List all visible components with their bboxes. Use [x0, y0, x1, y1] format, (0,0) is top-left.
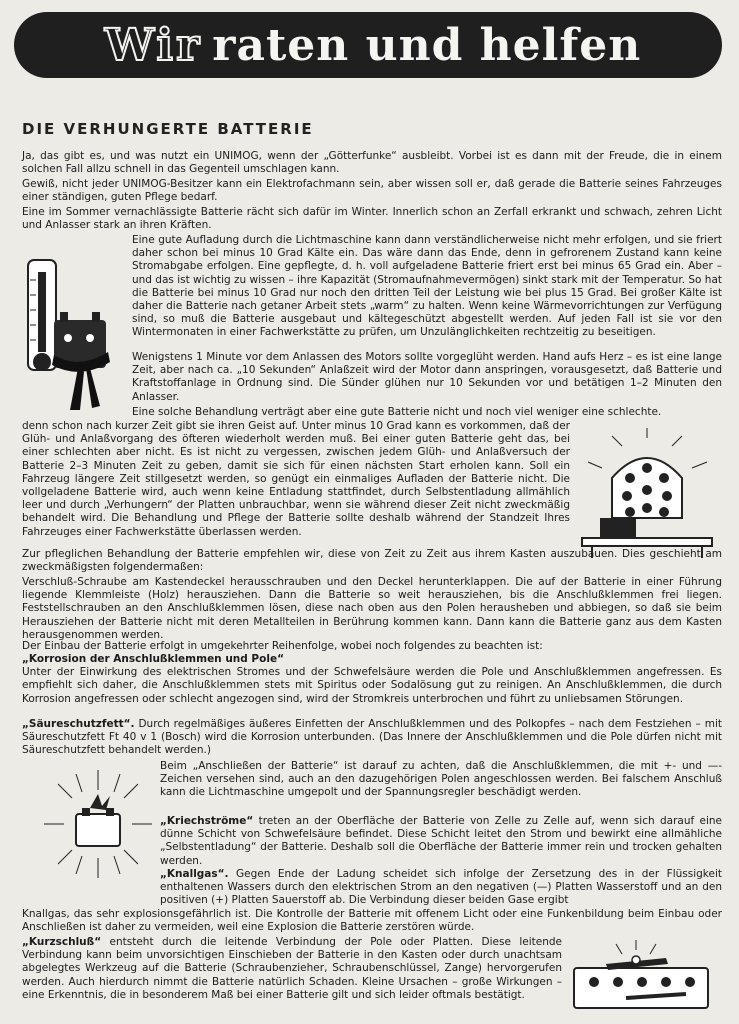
banner [14, 12, 722, 78]
section-creep-current-title: „Kriechströme“ [160, 815, 254, 827]
section-creep-current [160, 815, 722, 868]
paragraph-winter-body: Eine gute Aufladung durch die Lichtmaschine kann dann verständlicherweise nicht mehr erfolgen, und sie friert daher schon bei minus 10 Grad Kälte ein. Das wäre dann das Ende, denn in gefrorenem Zustand kann keine Stromabgabe erfolgen. Eine gepflegte, d. h. voll aufgeladene Batterie friert erst bei minus 65 Grad ein. Aber – und das ist wichtig zu wissen – ihre Kapazität (Stromaufnahmevermögen) sinkt stark mit der Temperatur. So hat die Batterie bei minus 10 Grad nur noch den dritten Teil der Leistung wie bei plus 15 Grad. Bei großer Kälte ist daher die Batterie nach getaner Arbeit stets „warm“ zu halten. Wenn keine Wärmevorrichtungen zur Verfügung sind, so muß die Batterie ausgebaut und kältegeschützt abgestellt werden. Auf jeden Fall ist sie vor den Wintermonaten in einer Fachwerkstätte zu prüfen, um Unzulänglichkeiten rechtzeitig zu beseitigen. [132, 234, 722, 339]
section-oxyhydrogen-cont: Knallgas, das sehr explosionsgefährlich ist. Die Kontrolle der Batterie mit offenem Licht oder eine Funkenbildung beim Einbau oder Anschließen ist daher zu vermeiden, weil eine Explosion die Batterie zerstören würde. [22, 908, 722, 934]
paragraph-winter-lead: Eine im Sommer vernachlässigte Batterie rächt sich dafür im Winter. Innerlich schon an Zerfall erkrankt und schwach, zehren Licht und Anlasser stark an ihren Kräften. [22, 206, 722, 232]
paragraph-removal-steps: Verschluß-Schraube am Kastendeckel herausschrauben und den Deckel herunterklappen. Die auf der Batterie in einer Führung liegende Klemmleiste (Holz) herausziehen. Dann die Batterie so weit herausziehen, bis die Anschlußklemmen frei liegen. Feststellschrauben an den Anschlußklemmen lösen, diese nach oben aus den Polen herausheben und abbiegen, so daß sie beim Herausziehen der Batterie nicht mit deren Metallteilen in Berührung kommen kann. Dann kann die Batterie ganz aus dem Kasten herausgenommen werden. [22, 576, 722, 641]
paragraph-treatment-lead: Eine solche Behandlung verträgt aber eine gute Batterie nicht und noch viel weniger eine schlechte. [132, 406, 662, 418]
article-heading: DIE VERHUNGERTE BATTERIE [22, 120, 314, 138]
section-corrosion-title: „Korrosion der Anschlußklemmen und Pole“ [22, 653, 284, 665]
section-connection: Beim „Anschließen der Batterie“ ist darauf zu achten, daß die Anschlußklemmen, die mit +- und —-Zeichen versehen sind, auch an den dazugehörigen Polen angeschlossen werden. Bei falschem Anschluß kann die Lichtmaschine umgepolt und der Spannungsregler beschädigt werden. [160, 760, 722, 799]
section-acid-grease [22, 718, 722, 758]
section-acid-grease-title: „Säureschutzfett“. [22, 718, 135, 730]
thermometer-battery-illustration [18, 250, 128, 420]
section-corrosion-body: Unter der Einwirkung des elektrischen Stromes und der Schwefelsäure werden die Pole und Anschlußklemmen angefressen. Es empfiehlt sich daher, die Anschlußklemmen stets mit Spiritus oder Sodalösung gut zu reinigen. An Anschlußklemmen, die durch Korrosion angefressen oder schlecht angezogen sind, wird der Stromkreis unterbrochen und führt zu unliebsamen Störungen. [22, 666, 722, 705]
section-acid-grease-body: Durch regelmäßiges äußeres Einfetten der Anschlußklemmen und des Polkopfes – nach dem Festziehen – mit Säureschutzfett Ft 40 v 1 (Bosch) wird die Korrosion unterbunden. (Das Innere der Anschlußklemmen und die Pole dürfen nicht mit Säureschutzfett behandelt werden.) [22, 718, 722, 757]
explosion-battery-illustration [42, 768, 154, 880]
section-corrosion [22, 653, 722, 706]
paragraph-removal-intro: Zur pfleglichen Behandlung der Batterie empfehlen wir, diese von Zeit zu Zeit aus ihrem Kasten auszubauen. Dies geschieht am zweckmäßigsten folgendermaßen: [22, 548, 722, 574]
section-oxyhydrogen-title: „Knallgas“. [160, 868, 229, 880]
section-short-circuit-title: „Kurzschluß“ [22, 936, 102, 948]
paragraph-treatment-body: denn schon nach kurzer Zeit gibt sie ihren Geist auf. Unter minus 10 Grad kann es vorkommen, daß der Glüh- und Anlaßvorgang des öfteren wiederholt werden muß. Bei einer guten Batterie geht das, bei einer schlechten aber nicht. Es ist nicht zu vergessen, zwischen jedem Glüh- und Anlaßversuch der Batterie 2–3 Minuten Zeit zu geben, damit sie sich für einen nächsten Start erholen kann. Soll ein Fahrzeug längere Zeit stillgesetzt werden, so genügt ein einmaliges Aufladen der Batterie nicht. Die vollgeladene Batterie wird, auch wenn keine Entladung stattfindet, durch Selbstentladung allmählich leer und durch „Verhungern“ der Platten unbrauchbar, wenn sie während dieser Zeit nicht zweckmäßig behandelt wird. Die Behandlung und Pflege der Batterie sollte deshalb während der Standzeit Ihres Fahrzeuges einer Fachwerkstätte überlassen werden. [22, 420, 570, 538]
section-creep-current-body: treten an der Oberfläche der Batterie von Zelle zu Zelle auf, wenn sich darauf eine dünne Schicht von Schwefelsäure befindet. Diese Schicht leitet den Strom und bewirkt eine allmähliche „Selbstentladung“ der Batterie. Deshalb soll die Oberfläche der Batterie immer rein und trocken gehalten werden. [160, 815, 722, 867]
banner-title: raten und helfen [212, 19, 642, 71]
battery-cells-illustration [572, 428, 722, 558]
paragraph-intro: Ja, das gibt es, und was nutzt ein UNIMOG, wenn der „Götterfunke“ ausbleibt. Vorbei ist es dann mit der Freude, die in einem solchen Fall allzu schnell in das Gegenteil umschlagen kann. [22, 150, 722, 176]
section-oxyhydrogen-body: Gegen Ende der Ladung scheidet sich infolge der Zersetzung des in der Flüssigkeit enthaltenen Wassers durch den elektrischen Strom an den negativen (—) Platten Wasserstoff und an den positiven (+) Platten Sauerstoff ab. Die Verbindung dieser beiden Gase ergibt [160, 868, 722, 907]
section-oxyhydrogen [160, 868, 722, 908]
section-short-circuit [22, 936, 562, 1002]
banner-outline-word: Wir [104, 19, 203, 71]
section-short-circuit-body: entsteht durch die leitende Verbindung der Pole oder Platten. Diese leitende Verbindung kann beim unvorsichtigen Einschieben der Batterie in den Kasten oder durch unachtsam abgelegtes Werkzeug auf die Batterie (Schraubenzieher, Schraubenschlüssel, Zange) hervorgerufen werden. Auch hierdurch nimmt die Batterie natürlich Schaden. Kleine Ursachen – große Wirkungen – eine Erkenntnis, die in besonderem Maß bei einer Batterie gilt und sich leider oftmals bestätigt. [22, 936, 562, 1001]
short-circuit-illustration [566, 938, 716, 1018]
paragraph-installation: Der Einbau der Batterie erfolgt in umgekehrter Reihenfolge, wobei noch folgendes zu beachten ist: [22, 640, 543, 652]
paragraph-owner: Gewiß, nicht jeder UNIMOG-Besitzer kann ein Elektrofachmann sein, aber wissen soll er, daß gerade die Batterie seines Fahrzeuges einer ständigen, guten Pflege bedarf. [22, 178, 722, 204]
paragraph-preheat: Wenigstens 1 Minute vor dem Anlassen des Motors sollte vorgeglüht werden. Hand aufs Herz – es ist eine lange Zeit, aber nach ca. „10 Sekunden“ Anlaßzeit wird der Motor dann anspringen, vorausgesetzt, daß Batterie und Kraftstoffanlage in Ordnung sind. Die Sünder glühen nur 10 Sekunden vor und betätigen 1–2 Minuten den Anlasser. [132, 351, 722, 403]
